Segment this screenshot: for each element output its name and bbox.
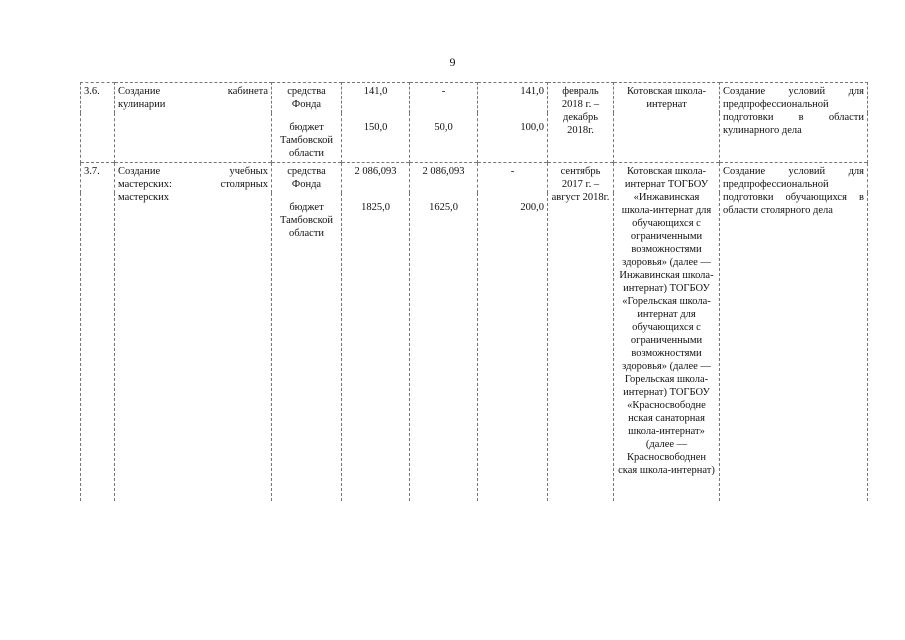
plan-table	[80, 82, 868, 501]
funding-source: бюджет Тамбовской области	[272, 113, 342, 163]
item-number: 3.6.	[81, 83, 115, 163]
funding-source: средства Фонда	[272, 163, 342, 194]
executor: Котовская школа-интернат	[614, 83, 720, 163]
item-name	[115, 83, 272, 163]
item-name-word: мастерских:	[118, 179, 172, 190]
item-name-line: мастерских	[118, 192, 170, 203]
funding-2017: 2 086,093	[410, 163, 478, 194]
funding-total: 1825,0	[342, 193, 410, 501]
funding-2018: 200,0	[478, 193, 548, 501]
period: сентябрь 2017 г. – август 2018г.	[548, 163, 614, 502]
funding-2017: 50,0	[410, 113, 478, 163]
funding-2017: -	[410, 83, 478, 114]
table-row	[81, 83, 868, 114]
funding-2018: -	[478, 163, 548, 194]
executor: Котовская школа-интернат ТОГБОУ «Инжавинская школа-интернат для обучающихся с ограниченными возможностями здоровья» (далее — Инжавинская школа-интернат) ТОГБОУ «Горельская школа-интернат для обучающихся с ограниченными возможностями здоровья» (далее — Горельская школа-интернат) ТОГБОУ «Красносвободне нская санаторная школа-интернат» (далее — Красносвободнен ская школа-интернат)	[614, 163, 720, 502]
item-name-line: кулинарии	[118, 99, 166, 110]
item-name-word: Создание	[118, 86, 161, 97]
funding-source: бюджет Тамбовской области	[272, 193, 342, 501]
funding-total: 150,0	[342, 113, 410, 163]
funding-2018: 100,0	[478, 113, 548, 163]
item-name-word: учебных	[229, 166, 268, 177]
funding-source: средства Фонда	[272, 83, 342, 114]
expected-result: Создание условий для предпрофессиональной подготовки в области кулинарного дела	[720, 83, 868, 163]
table-row	[81, 163, 868, 194]
item-name	[115, 163, 272, 502]
funding-2017: 1625,0	[410, 193, 478, 501]
item-name-word: столярных	[220, 179, 268, 190]
item-number: 3.7.	[81, 163, 115, 502]
item-name-word: кабинета	[227, 86, 268, 97]
period: февраль 2018 г. – декабрь 2018г.	[548, 83, 614, 163]
funding-total: 141,0	[342, 83, 410, 114]
funding-total: 2 086,093	[342, 163, 410, 194]
funding-2018: 141,0	[478, 83, 548, 114]
expected-result: Создание условий для предпрофессиональной подготовки обучающихся в области столярного дела	[720, 163, 868, 502]
page-number: 9	[449, 55, 456, 69]
item-name-word: Создание	[118, 166, 161, 177]
